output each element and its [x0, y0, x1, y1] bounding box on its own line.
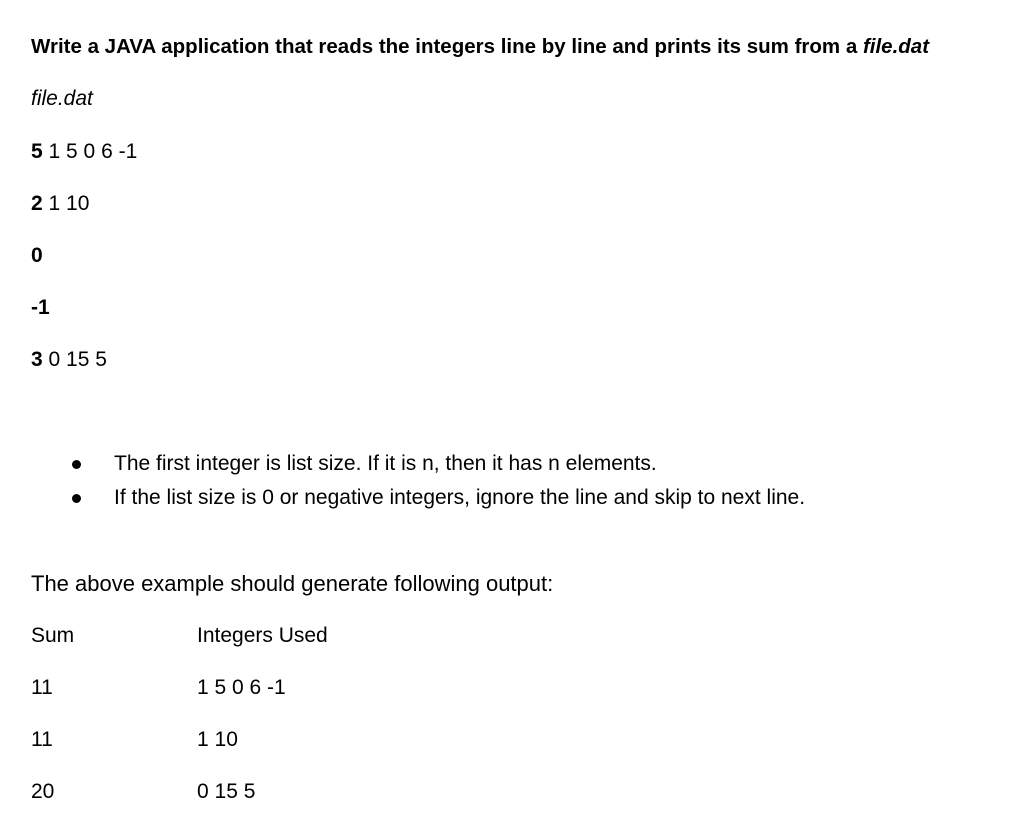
rules-list: [0, 451, 1024, 519]
file-line-5-size: 3: [31, 348, 43, 371]
cell-sum: 20: [31, 780, 55, 803]
header-integers-used: Integers Used: [197, 624, 328, 647]
file-line-5-values: 0 15 5: [42, 348, 107, 371]
header-sum: Sum: [31, 624, 75, 647]
cell-sum: 11: [31, 676, 53, 699]
rule-text: The first integer is list size. If it is n, then it has n elements.: [114, 452, 657, 475]
question-title-text: Write a JAVA application that reads the integers line by line and prints its sum from a: [31, 35, 863, 58]
file-line-2-size: 2: [31, 192, 43, 215]
rule-text: If the list size is 0 or negative integers, ignore the line and skip to next line.: [114, 486, 806, 509]
file-line-1-size: 5: [31, 140, 43, 163]
file-line-2-values: 1 10: [42, 192, 90, 215]
bullet-icon: [72, 494, 81, 503]
file-line-3-size: 0: [31, 244, 43, 267]
file-line-1-values: 1 5 0 6 -1: [42, 140, 138, 163]
output-intro: The above example should generate following output:: [31, 571, 554, 596]
cell-integers-used: 0 15 5: [197, 780, 256, 803]
cell-integers-used: 1 5 0 6 -1: [197, 676, 286, 699]
cell-integers-used: 1 10: [197, 728, 238, 751]
file-line-4: [31, 295, 50, 321]
output-table-row: [0, 779, 1024, 805]
question-title-filename: file.dat: [862, 35, 930, 58]
rules-list-item: [0, 451, 1024, 485]
cell-sum: 11: [31, 728, 53, 751]
file-line-4-size: -1: [31, 296, 50, 319]
rules-list-item: [0, 485, 1024, 519]
output-table-row: [0, 727, 1024, 753]
question-title: [31, 34, 929, 60]
output-table-header: [0, 623, 1024, 649]
file-line-5: [31, 347, 107, 373]
file-name-label: file.dat: [31, 87, 93, 110]
file-line-1: [31, 139, 137, 165]
file-line-3: [31, 243, 43, 269]
bullet-icon: [72, 460, 81, 469]
file-line-2: [31, 191, 89, 217]
output-table-row: [0, 675, 1024, 701]
